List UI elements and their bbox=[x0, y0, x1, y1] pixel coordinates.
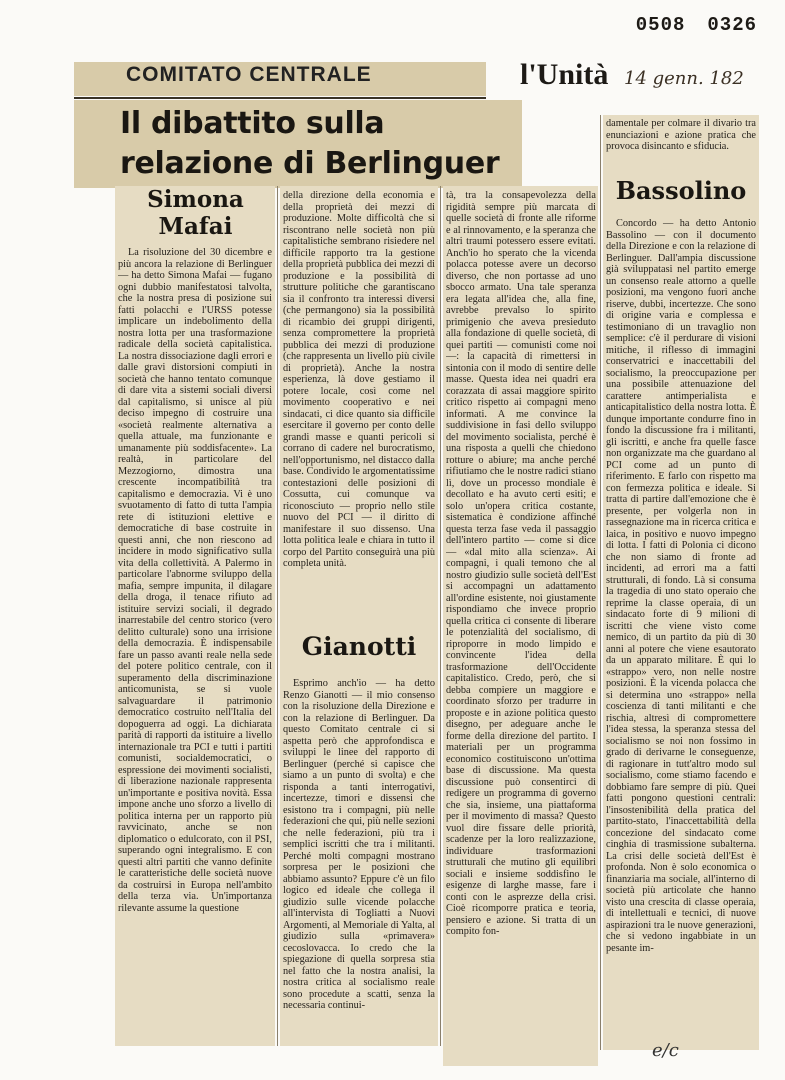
archive-number-2: 0326 bbox=[707, 14, 757, 36]
headline: Il dibattito sulla relazione di Berlinguer bbox=[120, 106, 500, 181]
article-mafai-text-2: della direzione della economia e della proprietà dei mezzi di produzione. Molte difficoltà che si riscontrano nelle società non più capitalistiche sembrano risiedere nel difficile rapporto tra la gestione della proprietà pubblica dei mezzi di produzione e la possibilità di strutture politiche che garantiscano sia il confronto tra interessi diversi (che permangono) sia la possibilità di ricambio dei gruppi dirigenti, senza compromettere la proprietà pubblica dei mezzi di produzione (che rappresenta un livello più civile di proprietà). Anche la nostra esperienza, là dove gestiamo il potere locale, così come nel movimento cooperativo e nei sindacati, ci dice quanto sia difficile esercitare il governo per conto delle grandi masse e quanti pericoli si corrano di cadere nel burocratismo, nell'opportunismo, nel distacco dalla base. Condivido le argomentatissime contestazioni delle posizioni di Cossutta, cui comunque va riconosciuto — proprio nello stile nuovo del PCI — il diritto di manifestare il suo dissenso. Una lotta politica leale e chiara in tutto il corpo del Partito conseguirà una più completa unità. bbox=[283, 190, 435, 569]
heading-gianotti: Gianotti bbox=[301, 632, 417, 661]
section-label: COMITATO CENTRALE bbox=[126, 63, 372, 86]
article-bassolino-text: Concordo — ha detto Antonio Bassolino — con il documento della Direzione e con la relazione di Berlinguer. Dall'ampia discussione già sviluppatasi nel partito emerge un consenso reale attorno a quelle posizioni, ma vengono fuori anche riserve, dubbi, incertezze. Che sono di origine varia e complessa e testimoniano di un travaglio non semplice: c'è il perdurare di visioni mitiche, il riflesso di immagini conservatrici e inaccettabili del socialismo, la preoccupazione per una possibile attenuazione del carattere antimperialista e anticapitalistico della nostra lotta. È dunque importante condurre fino in fondo la discussione fra i militanti, gli iscritti, e anche fra quelle fasce non organizzate ma che guardano al PCI come ad un punto di riferimento. E farlo con rispetto ma con fermezza politica e ideale. Si tratta di partire dall'emozione che è presente, per volgerla non in rassegnazione ma in ricerca critica e laica, in positivo e nuovo impegno di lotta. I fatti di Polonia ci dicono che non siamo di fronte ad incidenti, ad errori ma a fatti strutturali, di fondo. Là si consuma la tragedia di uno stato operaio che reprime la classe operaia, di un sindacato forte di 9 milioni di iscritti che viene visto come nemico, di un partito da più di 30 anni al potere che viene esautorato da un apparato militare. È qui lo «strappo» vero, non nelle nostre posizioni. È la vicenda polacca che si determina uno «strappo» nella coscienza di tanti militanti e che rischia, altresì di compromettere l'idea stessa, la speranza stessa del socialismo se noi non fossimo in grado di derivarne le conseguenze, di ragionare in tutt'altro modo sul socialismo, come stiamo facendo e dobbiamo fare sempre di più. Quei fatti pongono questioni centrali: l'insostenibilità della pratica del partito-stato, l'inaccettabilità della concezione del sindacato come cinghia di trasmissione subalterna. La crisi delle società dell'Est è profonda. Non è solo economica o finanziaria ma sociale, all'interno di società più articolate che hanno visto una crescita di classe operaia, di intellettuali e tecnici, di nuove aspirazioni tra le nuove generazioni, che si vedono ingabbiate in un pesante im- bbox=[606, 218, 756, 954]
heading-mafai: Simona Mafai bbox=[147, 186, 244, 240]
column-rule bbox=[440, 186, 441, 1046]
article-mafai-text-1: La risoluzione del 30 dicembre e più ancora la relazione di Berlinguer — ha detto Simona Mafai — fugano ogni dubbio manifestatosi talvolta, che la nostra presa di posizione sui fatti polacchi e l'URSS potesse implicare un indebolimento della nostra lotta per una trasformazione radicale della società capitalistica. La nostra dissociazione dagli errori e dalle gravi distorsioni compiuti in società che hanno tentato comunque di dare vita a sistemi sociali diversi dal capitalismo, si unisce al più deciso impegno di costruire una «società realmente alternativa a quella attuale, ma funzionante e umanamente più soddisfacente». La realtà, in particolare del Mezzogiorno, dimostra una crescente incompatibilità tra capitalismo e democrazia. Vi è uno svuotamento di fatto di tutta l'ampia rete di istituzioni elettive e democratiche di base costruite in questi anni, che non riescono ad incidere in modo significativo sulla vita della collettività. A Palermo in particolare l'abnorme sviluppo della mafia, sempre impunita, il dilagare della droga, il tenace rifiuto ad istituire servizi sociali, il degrado inarrestabile del centro storico (vero delitto culturale) sono una irrisione della democrazia. È indispensabile fare un passo avanti reale nella sede del potere politico centrale, con il superamento della discriminazione anticomunista, se si vuole salvaguardare il patrimonio democratico costruito nell'Italia del dopoguerra ad oggi. La dichiarata parità di rapporti da istituire a livello internazionale tra PCI e tutti i partiti comunisti, socialdemocratici, o espressione dei movimenti socialisti, di liberazione nazionale rappresenta un'importante e positiva novità. Essa impone anche uno sforzo a livello di politica interna per un rapporto più ravvicinato, anche se non diplomatico o edulcorato, con il PSI, superando ogni integralismo. E con questi altri partiti che vanno definite le caratteristiche delle società nuove da costruirsi in Europa nell'ambito della terza via. Un'importanza rilevante assume la questione bbox=[118, 247, 272, 914]
column-rule bbox=[600, 115, 601, 1050]
section-rule bbox=[74, 97, 486, 99]
newspaper-name: l'Unità bbox=[520, 58, 609, 91]
article-gianotti-col3 bbox=[446, 190, 596, 1062]
column-rule bbox=[277, 186, 278, 1046]
handwritten-date: 14 genn. 182 bbox=[624, 68, 744, 89]
article-gianotti-col2 bbox=[283, 678, 435, 1044]
article-gianotti-text-2: tà, tra la consapevolezza della rigidità sempre più marcata di quelle società di fronte alle riforme e al rinnovamento, e la speranza che altri traumi potessero essere evitati. Anch'io ho sperato che la vicenda polacca potesse avere un decorso diverso, che non portasse ad uno sbocco armato. Una tale speranza era legata all'idea che, alla fine, avrebbe prevalso lo spirito primigenio che aveva presieduto alla fondazione di quelle società, di quei partiti — comunisti come noi —: la capacità di rimettersi in sintonia con il modo di sentire delle masse. Questa idea nei quadri era corazzata di assai maggiore spirito critico rispetto ai compagni meno informati. A me convince la suddivisione in fasi dello sviluppo del movimento socialista, perché è una risposta a quelli che chiedono rotture o abiure; ma anche perché rifiutiamo che le nostre radici stiano lì, dove un processo mondiale è decollato e ha avuto certi esiti; e solo un'opera critica costante, sistematica è condizione affinché questa terza fase veda il passaggio dell'intero partito — come si dice — «dal mito alla scienza». Ai compagni, i quali temono che al nostro giudizio sulle società dell'Est si accompagni un adattamento all'ordine esistente, noi giustamente rispondiamo che invece proprio quella critica ci consente di liberare le potenzialità del socialismo, di riproporre in modo limpido e convincente l'idea della trasformazione dell'Occidente capitalistico. Credo, però, che si debba compiere un maggiore e coordinato sforzo per tradurre in proposte e in azione politica questo disegno, per adeguare anche le forme della direzione del partito. I materiali per un programma economico costituiscono un'ottima base di discussione. Ma questa discussione può consentirci di redigere un programma di governo che sia, insieme, una piattaforma per il movimento di massa? Questo vuol dire fissare delle priorità, scadenze per la loro realizzazione, individuare trasformazioni strutturali che mutino gli equilibri sociali e insieme soddisfino le esigenze di larghe masse, fare i conti con le asprezze della crisi. Cioè ricomporre pratica e teoria, pensiero e azione. Si tratta di un compito fon- bbox=[446, 190, 596, 937]
handwritten-mark: e/c bbox=[652, 1040, 679, 1061]
article-mafai-col1 bbox=[118, 247, 272, 1042]
archive-number bbox=[614, 14, 757, 36]
article-gianotti-text-1: Esprimo anch'io — ha detto Renzo Gianotti — il mio consenso con la risoluzione della Direzione e con la relazione di Berlinguer. Da questo Comitato centrale ci si aspetta però che approfondisca e sviluppi le linee del rapporto di Berlinguer (perché si capisce che siamo a un punto di svolta) e che risponda a tanti interrogativi, incertezze, timori e dissensi che esistono tra i compagni, più nelle federazioni che qui, più nelle sezioni che nelle federazioni, più tra i semplici iscritti che tra i militanti. Perché molti compagni mostrano sorpresa per le posizioni che abbiamo assunto? Eppure c'è un filo logico ed ideale che collega il giudizio sulle vicende polacche all'intervista di Togliatti a Nuovi Argomenti, al Memoriale di Yalta, al giudizio sulla «primavera» cecoslovacca. Io credo che la spiegazione di quella sorpresa stia nel fatto che la nostra analisi, la nostra critica al socialismo reale sono procedute a scatti, senza la necessaria continui- bbox=[283, 678, 435, 1011]
article-gianotti-text-3: damentale per colmare il divario tra enunciazioni e azione pratica che provoca disincanto e sfiducia. bbox=[606, 118, 756, 152]
article-bassolino-col4 bbox=[606, 218, 756, 1046]
article-gianotti-col4 bbox=[606, 118, 756, 164]
article-mafai-col2 bbox=[283, 190, 435, 596]
archive-number-1: 0508 bbox=[635, 14, 686, 36]
heading-bassolino: Bassolino bbox=[615, 176, 747, 205]
